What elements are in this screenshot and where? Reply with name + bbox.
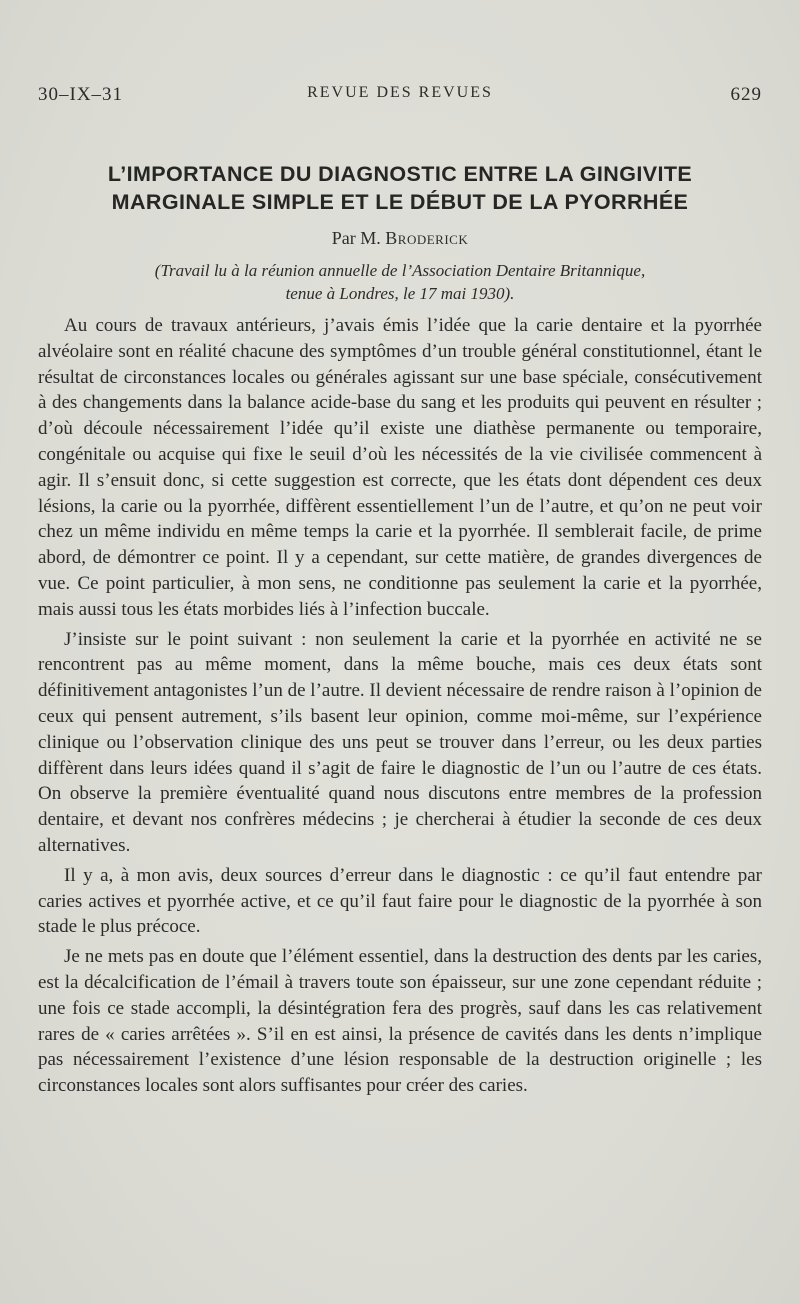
author-name: Broderick [385,228,469,248]
journal-name: REVUE DES REVUES [307,84,493,101]
author-prefix: Par M. [331,228,386,248]
running-header [38,84,762,110]
body-paragraph-3: Il y a, à mon avis, deux sources d’erreur dans le diagnostic : ce qu’il faut entendre par caries actives et pyorrhée active, et ce qu’il faut faire pour le diagnostic de la pyorrhée à son stade le plus précoce. [38,864,762,938]
article-note-line-2: tenue à Londres, le 17 mai 1930). [285,284,515,303]
article-author [0,226,800,250]
article-note-line-1: (Travail lu à la réunion annuelle de l’Association Dentaire Britannique, [154,261,646,280]
page-number: 629 [730,84,762,105]
article-title [30,160,770,216]
issue-date: 30–IX–31 [38,84,124,105]
body-paragraph-1: Au cours de travaux antérieurs, j’avais émis l’idée que la carie dentaire et la pyorrhée alvéolaire sont en réalité chacune des symptômes d’un trouble général constitutionnel, étant le résultat de circonstances locales ou générales agissant sur une base spéciale, consécutivement à des changements dans la balance acide-base du sang et les produits qui peuvent en résulter ; d’où découle nécessairement l’idée qu’il existe une diathèse permanente ou temporaire, congénitale ou acquise qui fixe le seuil d’où les nécessités de la vie civilisée commencent à agir. Il s’ensuit donc, si cette suggestion est correcte, que les états dont dépendent ces deux lésions, la carie ou la pyorrhée, diffèrent essentiellement l’un de l’autre, et qu’on ne peut voir chez un même individu en même temps la carie et la pyorrhée. Il semblerait facile, de prime abord, de démontrer ce point. Il y a cependant, sur cette matière, de grandes divergences de vue. Ce point particulier, à mon sens, ne conditionne pas seulement la carie et la pyorrhée, mais aussi tous les états morbides liés à l’infection buccale. [38,315,762,620]
body-paragraph-2: J’insiste sur le point suivant : non seulement la carie et la pyorrhée en activité ne se rencontrent pas au même moment, dans la même bouche, mais ces deux états sont définitivement antagonistes l’un de l’autre. Il devient nécessaire de rendre raison à l’opinion de ceux qui pensent autrement, s’ils basent leur opinion, comme moi-même, sur l’expérience clinique ou l’observation clinique des uns peut se trouver dans l’erreur, ou les deux parties diffèrent dans leurs idées quand il s’agit de faire le diagnostic de l’un ou l’autre de ces états. On observe la première éventualité quand nous discutons entre membres de la profession dentaire, et devant nos confrères médecins ; je chercherai à étudier la seconde de ces deux alternatives. [38,628,762,856]
body-paragraph-4: Je ne mets pas en doute que l’élément essentiel, dans la destruction des dents par les caries, est la décalcification de l’émail à travers toute son épaisseur, sur une zone cependant réduite ; une fois ce stade accompli, la désintégration fera des progrès, sauf dans les cas relativement rares de « caries arrêtées ». S’il en est ainsi, la présence de cavités dans les dents n’implique pas nécessairement l’existence d’une lésion responsable de la destruction originelle ; les circonstances locales sont alors suffisantes pour créer des caries. [38,946,762,1097]
article-title-line-2: MARGINALE SIMPLE ET LE DÉBUT DE LA PYORRHÉE [111,190,689,214]
article-note [40,259,760,305]
article-body [38,313,762,1103]
article-title-line-1: L’IMPORTANCE DU DIAGNOSTIC ENTRE LA GINGIVITE [107,162,693,186]
